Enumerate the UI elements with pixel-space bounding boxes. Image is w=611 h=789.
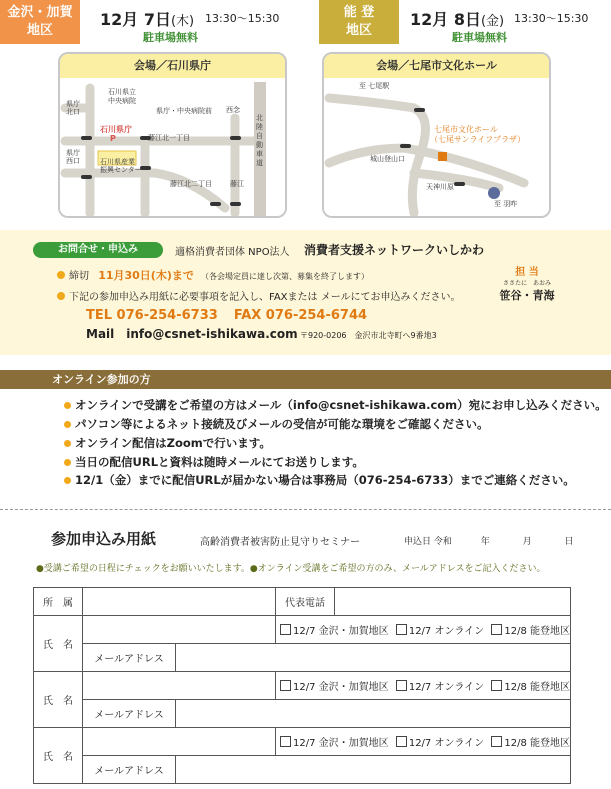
email-row: メールアドレス bbox=[34, 756, 571, 784]
parking-kanazawa: 駐車場無料 bbox=[143, 31, 198, 44]
bullet-icon bbox=[57, 271, 65, 279]
cut-line bbox=[0, 509, 611, 510]
online-item: パソコン等によるネット接続及びメールの受信が可能な環境をご確認ください。 bbox=[64, 416, 489, 432]
org-name: 消費者支援ネットワークいしかわ bbox=[304, 243, 485, 257]
map-ishikawa-kencho: 会場／石川県庁 石川県立 中央病院 県庁 北口 県庁・中央病院前 西念 石川県庁 P 藤江北一丁目 北陸自動車道 県庁 西口 石川県産業 振興センター 藤江北二丁目 藤江 bbox=[58, 52, 287, 218]
date-options: 12/7 金沢・加賀地区 12/7 オンライン 12/8 能登地区 bbox=[276, 672, 571, 700]
tanto-box: 担 当 ささたに あおみ 笹谷・青海 bbox=[499, 267, 555, 302]
map-nanao-hall: 会場／七尾市文化ホール 至 七尾駅 七尾市文化ホール （七尾サンライフプラザ） 城山登山口 天神川原 至 羽咋 bbox=[322, 52, 551, 218]
name-field[interactable] bbox=[83, 728, 276, 756]
bullet-icon bbox=[64, 421, 71, 428]
online-item: 当日の配信URLと資料は随時メールにてお送りします。 bbox=[64, 454, 364, 470]
contact-pill: お問合せ・申込み bbox=[33, 242, 163, 258]
bullet-icon bbox=[57, 292, 65, 300]
checkbox-1207-kanazawa[interactable] bbox=[280, 736, 291, 747]
name-field[interactable] bbox=[83, 672, 276, 700]
online-heading-bar: オンライン参加の方 bbox=[0, 370, 611, 389]
checkbox-1207-online[interactable] bbox=[396, 680, 407, 691]
form-title: 参加申込み用紙 bbox=[51, 530, 157, 548]
org-type: 適格消費者団体 NPO法人 bbox=[175, 247, 290, 258]
checkbox-1207-kanazawa[interactable] bbox=[280, 680, 291, 691]
application-date: 申込日 令和 年 月 日 bbox=[404, 537, 574, 547]
checkbox-1207-online[interactable] bbox=[396, 736, 407, 747]
map-title: 会場／石川県庁 bbox=[60, 54, 285, 78]
online-item: オンライン配信はZoomで行います。 bbox=[64, 435, 271, 451]
name-field[interactable] bbox=[83, 616, 276, 644]
time-noto: 13:30～15:30 bbox=[514, 12, 589, 25]
checkbox-1207-online[interactable] bbox=[396, 624, 407, 635]
affiliation-field[interactable] bbox=[83, 588, 276, 616]
mail-row[interactable]: Mail info@csnet-ishikawa.com bbox=[86, 327, 298, 341]
email-field[interactable] bbox=[176, 644, 571, 672]
instruction-row: 下記の参加申込み用紙に必要事項を記入し、FAXまたは メールにてお申込みください。 bbox=[57, 288, 461, 303]
email-field[interactable] bbox=[176, 700, 571, 728]
map-roads bbox=[324, 78, 549, 216]
email-field[interactable] bbox=[176, 756, 571, 784]
bullet-icon bbox=[64, 402, 71, 409]
bullet-icon bbox=[64, 440, 71, 447]
application-table bbox=[33, 587, 571, 784]
parking-noto: 駐車場無料 bbox=[452, 31, 507, 44]
region-tag-kanazawa: 金沢・加賀 地区 bbox=[0, 0, 80, 44]
checkbox-1208-noto[interactable] bbox=[491, 736, 502, 747]
time-kanazawa: 13:30～15:30 bbox=[205, 12, 280, 25]
region-tag-noto: 能 登 地区 bbox=[319, 0, 399, 44]
checkbox-1208-noto[interactable] bbox=[491, 680, 502, 691]
email-row: メールアドレス bbox=[34, 700, 571, 728]
date-options: 12/7 金沢・加賀地区 12/7 オンライン 12/8 能登地区 bbox=[276, 728, 571, 756]
contact-section bbox=[0, 230, 611, 355]
online-item: 12/1（金）までに配信URLが届かない場合は事務局（076-254-6733）までご連絡ください。 bbox=[64, 472, 575, 488]
address: 〒920-0206 金沢市北寺町へ9番地3 bbox=[300, 331, 437, 340]
email-row: メールアドレス bbox=[34, 644, 571, 672]
deadline-row: 締切 11月30日(木)まで （各会場定員に達し次第、募集を終了します） bbox=[57, 267, 369, 283]
online-item: オンラインで受講をご希望の方はメール（info@csnet-ishikawa.com）宛にお申し込みください。 bbox=[64, 397, 607, 413]
tel-fax: TEL 076-254-6733 FAX 076-254-6744 bbox=[86, 308, 368, 323]
date-kanazawa: 12月 7日(木) bbox=[100, 10, 195, 29]
form-note: ●受講ご希望の日程にチェックをお願いいたします。●オンライン受講をご希望の方のみ、メールアドレスをご記入ください。 bbox=[36, 564, 546, 574]
date-options: 12/7 金沢・加賀地区 12/7 オンライン 12/8 能登地区 bbox=[276, 616, 571, 644]
bullet-icon bbox=[64, 477, 71, 484]
map-title: 会場／七尾市文化ホール bbox=[324, 54, 549, 78]
checkbox-1208-noto[interactable] bbox=[491, 624, 502, 635]
name-row: 氏 名 12/7 金沢・加賀地区 12/7 オンライン 12/8 能登地区 bbox=[34, 728, 571, 756]
checkbox-1207-kanazawa[interactable] bbox=[280, 624, 291, 635]
seminar-name: 高齢消費者被害防止見守りセミナー bbox=[200, 537, 360, 548]
date-noto: 12月 8日(金) bbox=[410, 10, 505, 29]
bullet-icon bbox=[64, 459, 71, 466]
rep-phone-field[interactable] bbox=[335, 588, 571, 616]
affiliation-row: 所 属 代表電話 bbox=[34, 588, 571, 616]
name-row: 氏 名 12/7 金沢・加賀地区 12/7 オンライン 12/8 能登地区 bbox=[34, 616, 571, 644]
map-roads bbox=[60, 78, 285, 216]
name-row: 氏 名 12/7 金沢・加賀地区 12/7 オンライン 12/8 能登地区 bbox=[34, 672, 571, 700]
